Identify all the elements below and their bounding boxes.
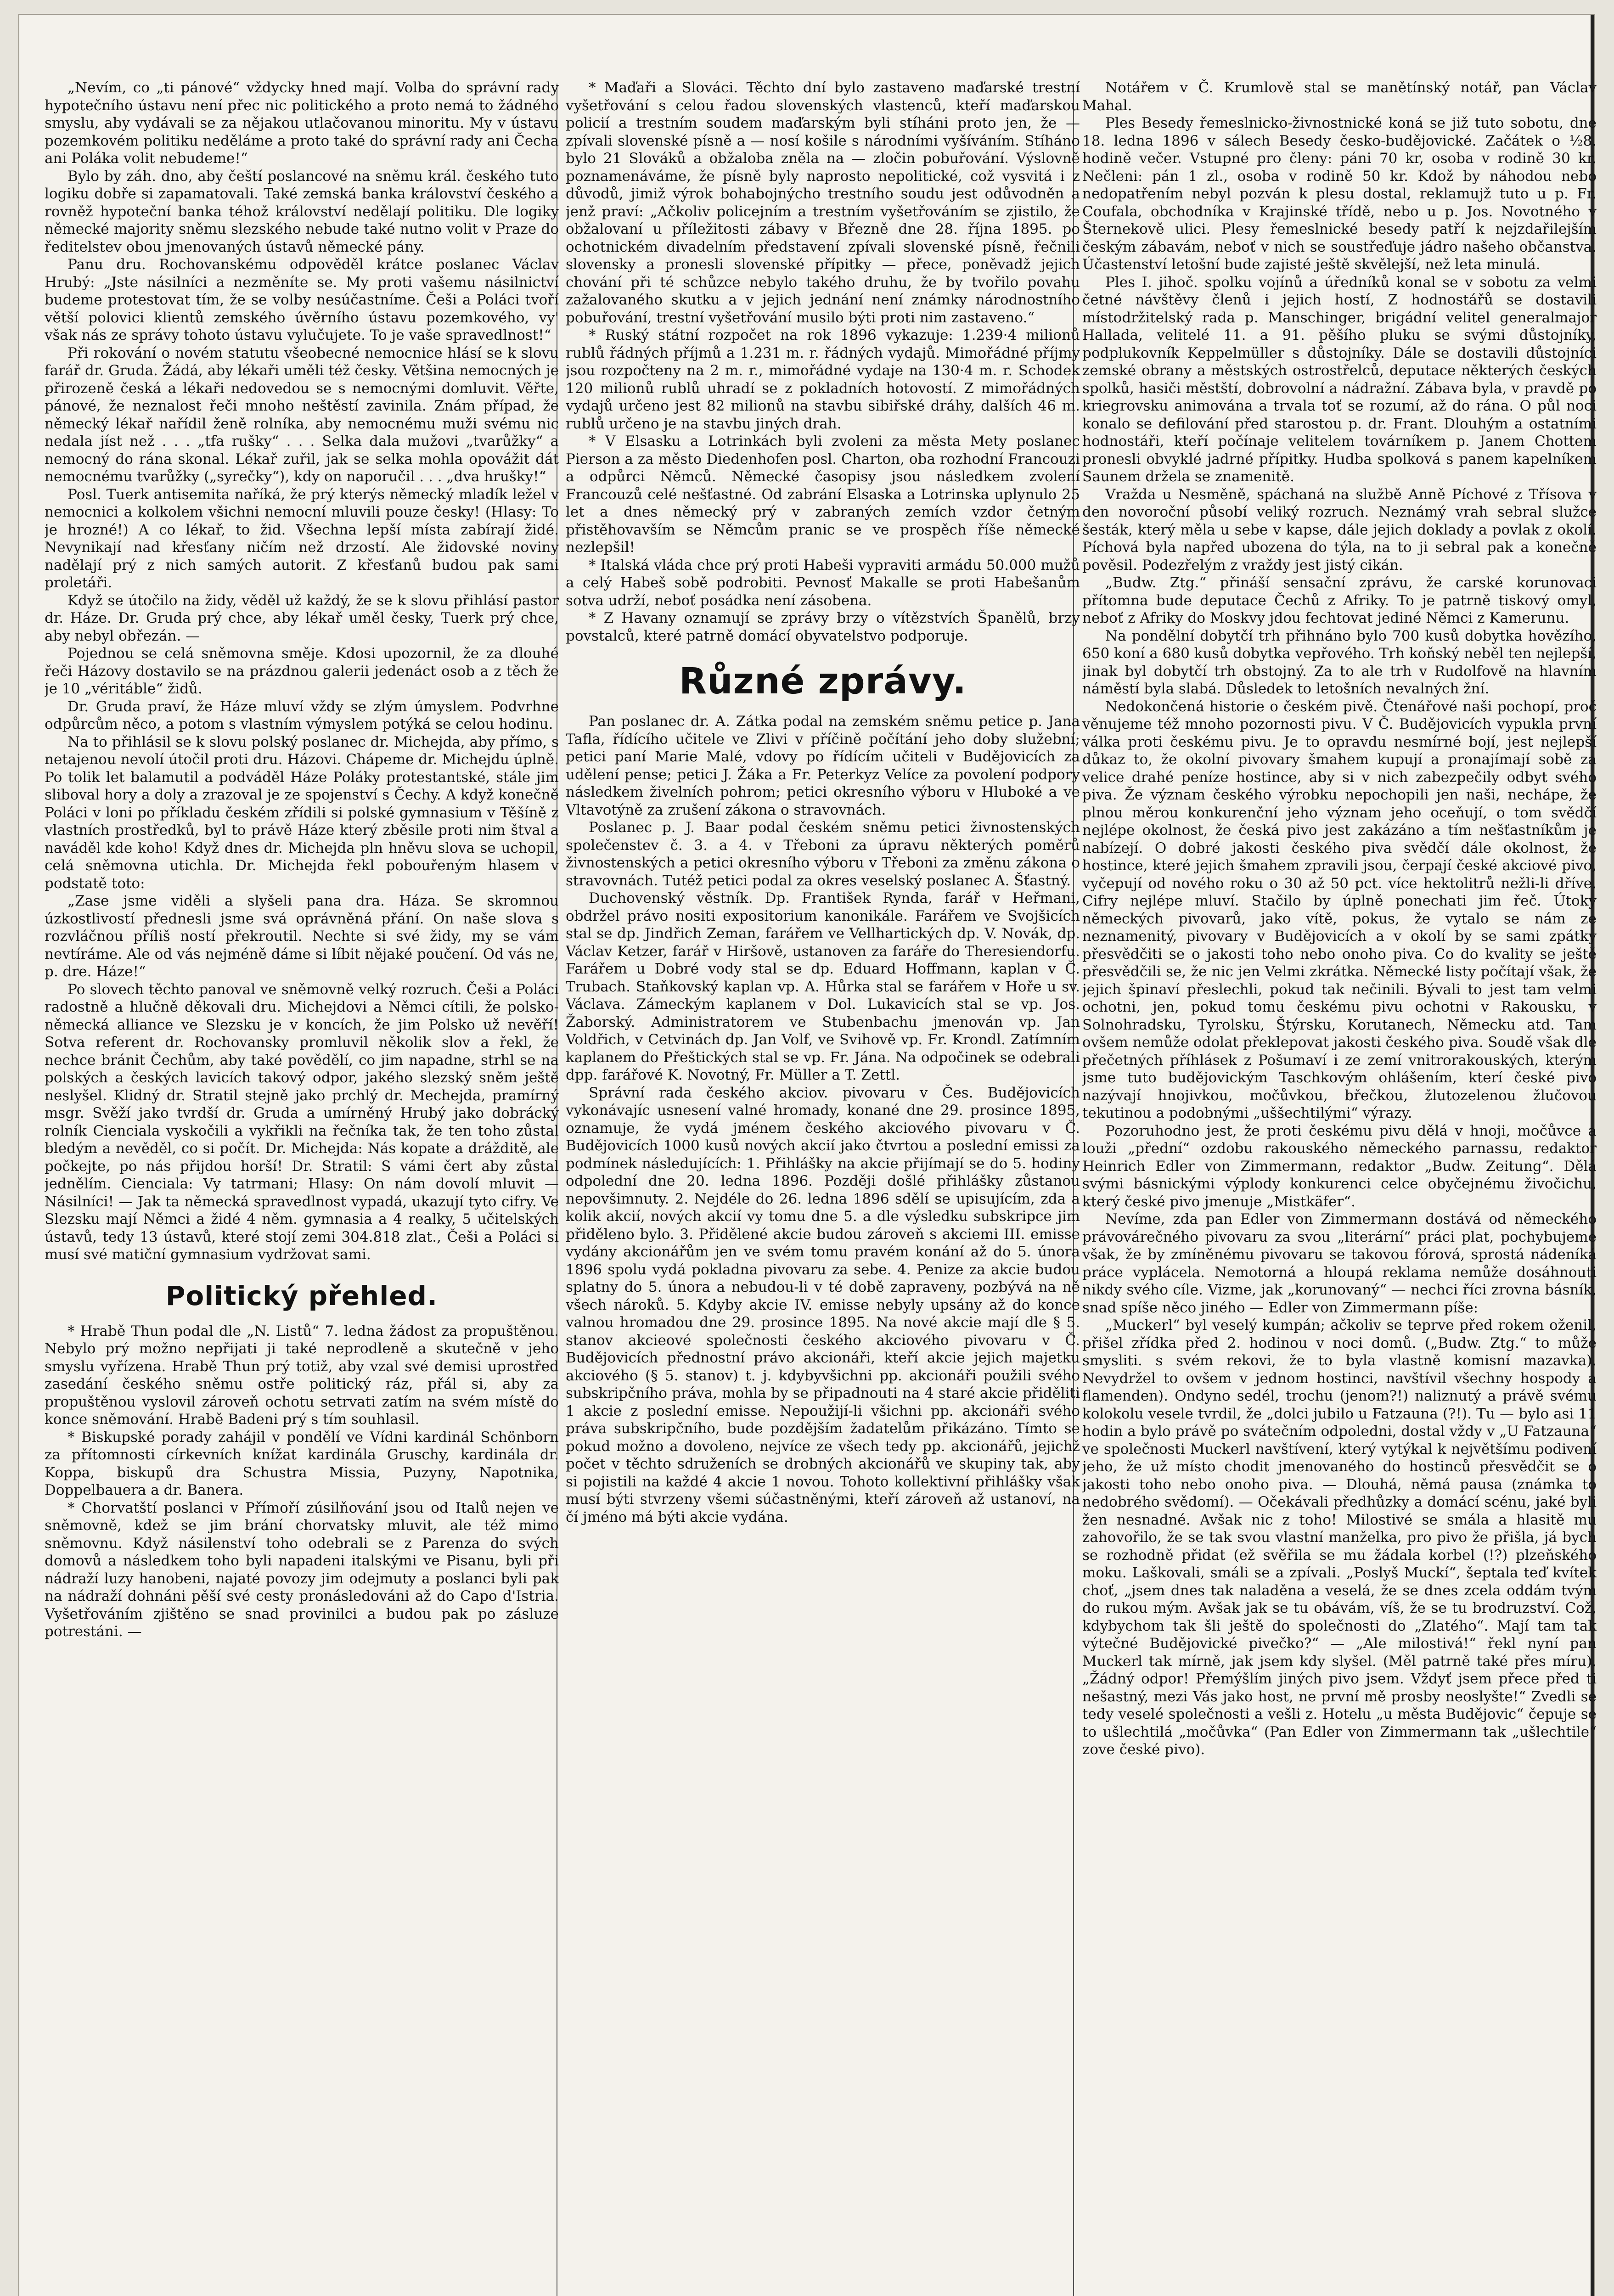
paragraph: „Nevím, co „ti pánové“ vždycky hned mají. Volba do správní rady hypotečního ústavu není přec nic politického a proto nemá to žádného smyslu, aby vydávali se za nějakou utlačovanou minoritu. My v ústavu pozemkovém politiku neděláme a proto také do správní rady ani Čecha ani Poláka volit nebudeme!“: [45, 79, 559, 167]
paragraph: * Maďaři a Slováci. Těchto dní bylo zastaveno maďarské trestní vyšetřování s celou řadou slovenských vlastenců, kteří maďarskou policií a trestním soudem maďarským byli stíháni proto jen, že — zpívali slovenské písně a — nosí košile s národními vyšíváním. Stíháno bylo 21 Slováků a obžaloba zněla na — zločin pobuřování. Výslovně poznamenáváme, že písně byly naprosto nepolitické, což vysvitá i z důvodů, jimiž výrok bohabojnýcho trestního soudu jest odůvodněn a jenž praví: „Ačkoliv policejním a trestním vyšetřováním se zjistilo, že obžalovaní u příležitosti zábavy v Březně dne 28. října 1895. po ochotnickém divadelním představení zpívali slovenské písně, řečnili slovensky a pronesli slovenské přípitky — přece, poněvadž jejich chování při té schůzce nebylo takého druhu, že by tvořilo povahu zažalovaného skutku a v jejich jednání není známky národnostního pobuřování, trestní vyšetřování musilo býti proti nim zastaveno.“: [566, 79, 1080, 326]
paragraph: Pan poslanec dr. A. Zátka podal na zemském sněmu petice p. Jana Tafla, řídícího učitele ve Zlivi v příčině počítání jeho doby služební; petici paní Marie Malé, vdovy po řídícím učiteli v Budějovicích za udělení pense; petici J. Žáka a Fr. Peterkyz Velíce za povolení podpory následkem živelních pohrom; petici okresního výboru v Hluboké a ve Vltavotýně za zrušení zákona o stravovnách.: [566, 713, 1080, 818]
paragraph: „Muckerl“ byl veselý kumpán; ačkoliv se teprve před rokem oženil, přišel zřídka před 2. hodinou v noci domů. („Budw. Ztg.“ to může smysliti. s svém rekovi, že to byla vlastně komisní mazavka). Nevydržel to ovšem v jednom hostinci, navštívil všechny hospody a flamenden). Ondyno sedél, trochu (jenom?!) naliznutý a právě svému kolokolu vesele tvrdil, že „dolci jubilo u Fatzauna (?!). Tu — bylo asi 11 hodin a bylo právě po svátečním odpoledni, dostal vždy v „U Fatzauna“ ve společnosti Muckerl navštívení, který vytýkal k největšímu podivení jeho, že už místo chodit jmenovaného do hostinců přesvědčit se o jakosti toho nebo onoho piva. — Dlouhá, němá pausa (známka to nedobrého svědomí). — Očekávali předhůzky a domácí scénu, jaké byli žen nesnadné. Avšak nic z toho! Milostivé se smála a hlasitě mu zahovořilo, že se tak svou vlastní manželka, pro pivo že přišla, já bych se rozhodně přidat (ež svěřila se mu žádala korbel (!?) plzeňského moku. Laškovali, smáli se a zpívali. „Poslyš Muckí“, šeptala teď kvítek choť, „jsem dnes tak naladěna a veselá, že se dnes zcela oddám tvým do rukou mým. Avšak jak se tu obávám, víš, že se tu brodruzství. Což, kdybychom tak šli ještě do společnosti do „Zlatého“. Mají tam tak výtečné Budějovické pivečko?“ — „Ale milostivá!“ řekl nyní pan Muckerl tak mírně, jak jsem kdy slyšel. (Měl patrně také přes míru). „Žádný odpor! Přemýšlím jiných pivo jsem. Vždyť jsem přece před ti nešastný, mezi Vás jako host, ne první mě prosby neoslyšte!“ Zvedli se tedy veselé společnosti a vešli z. Hotelu „u města Budějovic“ čepuje se to ušlechtilá „močůvka“ (Pan Edler von Zimmermann tak „ušlechtile“ zove české pivo).: [1082, 1317, 1597, 1758]
paragraph: „Zase jsme viděli a slyšeli pana dra. Háza. Se skromnou úzkostlivostí přednesli jsme svá oprávněná přání. On naše slova s rozvláčnou příliš ností překroutil. Nechte si své židy, my se vám nevtíráme. Ale od vás nejméně dáme si líbit nějaké poučení. Od vás ne, p. dre. Háze!“: [45, 893, 559, 980]
paragraph: Dr. Gruda praví, že Háze mluví vždy se zlým úmyslem. Podvrhne odpůrcům něco, a potom s vlastním výmyslem potýká se celou hodinu.: [45, 698, 559, 732]
paragraph: Poslanec p. J. Baar podal českém sněmu petici živnostenských společenstev č. 3. a 4. v Třeboni za úpravu některých poměrů živnostenských a petici okresního výboru v Třeboni za změnu zákona o stravovnách. Tutéž petici podal za okres veselský poslanec A. Šťastný.: [566, 819, 1080, 889]
paragraph: Správní rada českého akciov. pivovaru v Čes. Budějovicích vykonávajíc usnesení valné hromady, konané dne 29. prosince 1895, oznamuje, že vydá jménem českého akciového pivovaru v Č. Budějovicích 1000 kusů nových akcií jako čtvrtou a poslední emissi za podmínek následujících: 1. Přihlášky na akcie přijímají se do 5. hodiny odpolední dne 20. ledna 1896. Později došlé přihlášky zůstanou nepovšimnuty. 2. Nejdéle do 26. ledna 1896 sdělí se upisujícím, zda a kolik akcií, nových akcií vy tomu dne 5. a dle výsledku subskripce jim přiděleno bylo. 3. Přidělené akcie budou zároveň s akciemi III. emisse vydány akcionářům jen ve svém tomu pravém konání až do 5. února 1896 spolu vydá pokladna pivovaru za sebe. 4. Penize za akcie budou splatny do 5. února a nebudou-li v té době zapraveny, pozbývá na ně všech nároků. 5. Kdyby akcie IV. emisse nebyly upsány až do konce valnou hromadou dne 29. prosince 1895. Na nové akcie mají dle § 5. stanov akcieové společnosti českého akciového pivovaru v Č. Budějovicích přednostní právo akcionáři, kteří akcie jejich majetku akciového (§ 5. stanov) t. j. kdybyvšichni pp. akcionáři použili svého subskripčního práva, mohla by se připadnouti na 4 staré akcie přiděliti 1 akcie z poslední emisse. Nepoužijí-li všichni pp. akcionáři svého práva subskripčního, bude pozdějším žadatelům přikázáno. Tímto se pokud možno a dovoleno, nejvíce ze všech tedy pp. akcionářů, jejichž počet v těchto sdruženích se drobných akcionářů ve skupiny tak, aby si pojistili na každé 4 akcie 1 novou. Tohoto kollektivní přihlášky však musí býti stvrzeny všemi súčastněnými, kteří zároveň až ustanoví, na čí jméno má býti akcie vydána.: [566, 1084, 1080, 1525]
paragraph: Ples Besedy řemeslnicko-živnostnické koná se již tuto sobotu, dne 18. ledna 1896 v sálech Besedy česko-budějovické. Začátek o ½8. hodině večer. Vstupné pro členy: páni 70 kr, osoba v rodině 30 kr. Nečleni: pán 1 zl., osoba v rodině 50 kr. Kdož by náhodou nebo nedopatřením nebyl pozván k plesu dostal, reklamujž tuto u p. Fr. Coufala, obchodníka v Krajinské třídě, nebo u p. Jos. Novotného v Šternekově ulici. Plesy řemeslnické besedy patří k nejzdařilejším českým zábavám, neboť v nich se soustřeďuje jádro našeho občanstva. Účastenství letošní bude zajisté ještě skvělejší, než leta minulá.: [1082, 115, 1597, 273]
paragraph: * Z Havany oznamují se zprávy brzy o vítězstvích Španělů, brzy povstalců, které patrně domácí obyvatelstvo podporuje.: [566, 610, 1080, 644]
column-2: [566, 79, 1080, 2296]
paragraph: Pozoruhodno jest, že proti českému pivu dělá v hnoji, močůvce a louži „přední“ ozdobu rakouského německého parnassu, redaktor Heinrich Edler von Zimmermann, redaktor „Budw. Zeitung“. Dělá svými básnickými výplody konkurenci celce obyčejnému živočichu, který české pivo jmenuje „Mistkäfer“.: [1082, 1122, 1597, 1210]
paragraph: Panu dru. Rochovanskému odpověděl krátce poslanec Václav Hrubý: „Jste násilníci a nezměníte se. My proti vašemu násilnictví budeme protestovat tím, že se volby nesúčastníme. Češi a Poláci tvoří větší polovici klientů zemského úvěrního ústavu pozemkového, vy' však nás ze správy tohoto ústavu vylučujete. To je vaše spravedlnost!“: [45, 256, 559, 343]
paragraph: * Italská vláda chce prý proti Habeši vypraviti armádu 50.000 mužů a celý Habeš sobě podrobiti. Pevnosť Makalle se proti Habešanům sotva udrží, neboť posádka není zásobena.: [566, 557, 1080, 609]
paragraph: Posl. Tuerk antisemita naříká, že prý kterýs německý mladík ležel v nemocnici a kolkolem všichni nemocní mluvili pouze česky! (Hlasy: To je hrozné!) A co lékař, to žid. Všechna lepší místa zabírají židé. Nevynikají nad křesťany ničím než drzostí. Ale židovské noviny nadělají prý z nich samých autorit. Z křesťanů budou pak sami proletáři.: [45, 486, 559, 591]
paragraph: Nedokončená historie o českém pivě. Čtenářové naši pochopí, proč věnujeme též mnoho pozornosti pivu. V Č. Budějovicích vypukla první válka proti českému pivu. Je to opravdu nesmírné bojí, jest nejlepší důkaz to, že okolní pivovary šmahem kupují a pronajímají sobě za velice drahé peníze hostince, aby si v nich zabezpečily odbyt svého piva. Že význam českého výrobku nepochopili jen naši, nechápe, že plnou měrou konkurenční jeho význam jeho oceňují, o tom svědčí nejlépe okolnost, že česká pivo jest zakázáno a tím nešťastníkům je nabízejí. O dobré jakosti českého piva svědčí dále okolnost, že hostince, které jejich šmahem zpravili jsou, čerpají české akciové pivo, vyčepují od nového roku o 30 až 50 pct. více hektolitrů nežli-li dříve. Cifry nejlépe mluví. Stačilo by úplně ponechati jim řeč. Útoky německých pivovarů, jako vítě, pokus, že vytalo se nám ze neznamenitý, pivovary v Budějovicích a v okolí by se sami zpátky přesvědčiti se o jakosti toho nebo onoho piva. Co do kvality se ještě přesvědčili se, že nic jen Velmi zkrátka. Německé listy počítají však, že jejich špinaví přeslechli, pokud tak nečinili. Bývali to jest tam velmi ochotni, jen, pokud tomu českému pivu ochotni v Rakousku, v Solnohradsku, Tyrolsku, Štýrsku, Korutanech, Německu atd. Tam ovšem nemůže odolat překlepovat jakosti českého piva. Soudě však dle přečetných příhlásek z Pošumaví i ze zemí vnitrorakouských, kterým jsme tuto budějovickým Taschkovým ohlášením, kterí české pivo nazývají hnojivkou, močůvkou, břečkou, žlutozelenou žlučovou tekutinou a podobnými „uššechtilými“ výrazy.: [1082, 698, 1597, 1121]
section-title-politicky-prehled: Politický přehled.: [165, 1280, 438, 1311]
newspaper-page: [18, 14, 1595, 2296]
paragraph: Notářem v Č. Krumlově stal se manětínský notář, pan Václav Mahal.: [1082, 79, 1597, 114]
paragraph: Ples I. jihoč. spolku vojínů a úředníků konal se v sobotu za velmi četné návštěvy členů i jejich hostí, Z hodnostářů se dostavili místodržitelský rada p. Manschinger, brigádní velitel generalmajor Hallada, velitelé 11. a 91. pěšího pluku se svými důstojníky, podplukovník Keppelmüller s důstojníky. Dále se dostavili důstojníci zemské obrany a městských ostrostřelců, deputace některých českých spolků, hasiči městští, dobrovolní a nádražní. Zábava byla, v pravdě po kriegrovsku animována a trvala toť se rozumí, až do rána. O půl noci konalo se defilování před starostou p. dr. Frant. Dlouhým a ostatními hodnostáři, kteří počínaje velitelem továrníkem p. Janem Chottem pronesli obvyklé jadrné přípitky. Hudba spolková s panem kapelníkem Saunem držela se znamenitě.: [1082, 274, 1597, 485]
paragraph: Nevíme, zda pan Edler von Zimmermann dostává od německého právovárečného pivovaru za svou „literární“ práci plat, pochybujeme však, že by zmíněnému pivovaru se takovou fórová, sprostá nádeníká práce vyplácela. Nemotorná a hloupá reklama nemůže dosáhnouti nikdy svého cíle. Vizme, jak „korunovaný“ — nechci říci zrovna básník, snad spíše něco jiného — Edler von Zimmermann píše:: [1082, 1211, 1597, 1316]
paragraph: Na pondělní dobytčí trh přihnáno bylo 700 kusů dobytka hovězího, 650 koní a 680 kusů dobytka vepřového. Trh koňský neběl ten nejlepší, jinak byl dobytčí trh obstojný. Za to ale trh v Rudolfově na hlavním náměstí byla slabá. Důsledek to letošních nevalných žní.: [1082, 627, 1597, 697]
paragraph: * Biskupské porady zahájil v pondělí ve Vídni kardinál Schönborn za přítomnosti církevních knížat kardinála Gruschy, kardinála dr. Koppa, biskupů dra Schustra Missia, Puzyny, Napotnika, Doppelbauera a dr. Banera.: [45, 1429, 559, 1498]
paragraph: Při rokování o novém statutu všeobecné nemocnice hlásí se k slovu farář dr. Gruda. Žádá, aby lékaři uměli též česky. Většina nemocných je přirozeně česká a lékaři nedovedou se s nemocnými domluvit. Věřte, pánové, že neznalost řeči mnoho neštěstí zavinila. Znám případ, že německý lékař nařídil ženě rolníka, aby nemocnému muži svému nic nedala jíst než . . . „tfa rušky“ . . . Selka dala mužovi „tvarůžky“ a nemocný do rána skonal. Lékař zuřil, jak se selka mohla opovážit dát nemocnému tvarůžky („syrečky“), kdy on naporučil . . . „dva hrušky!“: [45, 344, 559, 485]
paragraph: * V Elsasku a Lotrinkách byli zvoleni za města Mety poslanec Pierson a za město Diedenhofen posl. Charton, oba rozhodní Francouzi a odpůrci Němců. Německé časopisy jsou následkem zvolení Francouzů celé nešťastné. Od zabrání Elsaska a Lotrinska uplynulo 25 let a dnes německý prý v zabraných zemích vzdor četným přistěhovavším se Němcům pranic se ve prospěch říše německé nezlepšil!: [566, 433, 1080, 556]
paragraph: Po slovech těchto panoval ve sněmovně velký rozruch. Češi a Poláci radostně a hlučně děkovali dru. Michejdovi a Němci cítili, že polsko-německá alliance ve Slezsku je v koncích, že jim Polsko už nevěří! Sotva referent dr. Rochovansky promluvil několik slov a řekl, že nechce bránit Čechům, aby také povědělí, co jim napadne, strhl se na polských a českých lavicích takový odpor, jakého slezský sněm ještě neslyšel. Klidný dr. Stratil stejně jako prchlý dr. Mechejda, pramírný msgr. Svěží jako tvrdší dr. Gruda a umírněný Hrubý jako dobrácký rolník Cienciala vyskočili a vykřikli na řečníka tak, že ten toho zůstal bledým a nevěděl, co si počít. Dr. Michejda: Nás kopate a drážditě, ale počkejte, po nás přijdou horší! Dr. Stratil: S vámi čert aby zůstal jednělím. Cienciala: Vy tatrmani; Hlasy: On nám dovolí mluvit — Násilníci! — Jak ta německá spravedlnost vypadá, ukazují tyto cifry. Ve Slezsku mají Němci a židé 4 něm. gymnasia a 4 realky, 5 učitelských ústavů, tedy 13 ústavů, které stojí zemi 304.818 zlat., Češi a Poláci si musí své matiční gymnasium vydržovat sami.: [45, 981, 559, 1263]
paragraph: * Hrabě Thun podal dle „N. Listů“ 7. ledna žádost za propuštěnou. Nebylo prý možno nepřijati ji také neprodleně a skutečně v jeho smyslu vyřízena. Hrabě Thun prý totiž, aby vzal své demisi uprostřed zasedání českého sněmu ostře politický ráz, přál si, aby za propuštěnou vyslovil zároveň ochotu setrvati zatím na svém místě do konce sněmování. Hrabě Badeni prý s tím souhlasil.: [45, 1322, 559, 1428]
section-title-ruzne-zpravy: Různé zprávy.: [679, 661, 967, 702]
paragraph: Pojednou se celá sněmovna směje. Kdosi upozornil, že za dlouhé řeči Házovy dostavilo se na prázdnou galerii jedenáct osob a z těch že je 10 „véritáble“ židů.: [45, 645, 559, 697]
paragraph: Když se útočilo na židy, věděl už každý, že se k slovu přihlásí pastor dr. Háze. Dr. Gruda prý chce, aby lékař uměl česky, Tuerk prý chce, aby nebyl obřezán. —: [45, 592, 559, 644]
paragraph: * Chorvatští poslanci v Přímoří zúsilňování jsou od Italů nejen ve sněmovně, kdež se jim brání chorvatsky mluvit, ale též mimo sněmovnu. Když násilenství toho odebrali se z Parenza do svých domovů a následkem toho byli napadeni italskými ve Pisanu, byli při nádraží luzy hanobeni, najaté povozy jim odejmuty a poslanci byli pak na nádraží dohnáni pěší své cesty pronásledováni až do Capo d'Istria. Vyšetřováním zjištěno se snad provinilci a budou pak po zásluze potrestáni. —: [45, 1499, 559, 1640]
paragraph: Na to přihlásil se k slovu polský poslanec dr. Michejda, aby přímo, s netajenou nevolí útočil proti dru. Házovi. Chápeme dr. Michejdu úplně. Po tolik let balamutil a podváděl Háze Poláky protestantské, stále jim sliboval hory a doly a zrazoval je ze spojenství s Čechy. A když konečně Poláci v loni po příkladu českém zřídili si polské gymnasium v Těšíně z vlastních prostředků, byl to právě Háze který zběsile proti nim štval a naváděl kde koho! Když dnes dr. Michejda pln hněvu slova se uchopil, celá sněmovna utichla. Dr. Michejda řekl pobouřeným hlasem v podstatě toto:: [45, 733, 559, 892]
column-3: [1082, 79, 1597, 2296]
paragraph: Duchovenský věstník. Dp. František Rynda, farář v Heřmani, obdržel právo nositi expositorium kanonikále. Farářem ve Svojšicích stal se dp. Jindřich Zeman, farářem ve Vellhartických dp. V. Novák, dp. Václav Ketzer, farář v Hiršově, ustanoven za faráře do Theresiendorfu. Farářem u Dobré vody stal se dp. Eduard Hoffmann, kaplan v Č. Trubach. Staňkovský kaplan vp. A. Hůrka stal se farářem v Hoře u sv. Václava. Zámeckým kaplanem v Dol. Lukavicích stal se vp. Jos. Žaborský. Administratorem ve Stubenbachu jmenován vp. Jan Voldřich, v Cetvinách dp. Jan Volf, ve Svihově vp. Fr. Krondl. Zatímním kaplanem do Přeštických stal se vp. Fr. Jána. Na odpočinek se odebrali dpp. farářové K. Novotný, Fr. Müller a T. Zettl.: [566, 890, 1080, 1083]
paragraph: Bylo by záh. dno, aby čeští poslancové na sněmu král. českého tuto logiku dobře si zapamatovali. Také zemská banka království českého a rovněž hypoteční banka téhož království nedělají politiku. Dle logiky německé majority sněmu slezského nebude také nutno volit v Praze do ředitelstev obou jmenovaných ústavů německé pány.: [45, 168, 559, 255]
paragraph: * Ruský státní rozpočet na rok 1896 vykazuje: 1.239·4 milionů rublů řádných příjmů a 1.231 m. r. řádných vydajů. Mimořádné příjmy jsou rozpočteny na 2 m. r., mimořádné vydaje na 130·4 m. r. Schodek 120 milionů rublů uhradí se z pokladních hotovostí. Z mimořádných vydajů určeno jest 82 milionů na stavbu sibiřské dráhy, dalších 46 m. rublů určeno je na stavbu jiných drah.: [566, 327, 1080, 432]
paragraph: Vražda u Nesměně, spáchaná na službě Anně Píchové z Třísova v den novoroční působí veliký rozruch. Neznámý vrah sebral služce šesták, který měla u sebe v kapse, dále jejich doklady a povlak z okolí. Píchová byla napřed ubozena do týla, na to ji sebral pak a konečně pověsil. Podezřelým z vraždy jest jistý cikán.: [1082, 486, 1597, 574]
paragraph: „Budw. Ztg.“ přináší sensační zprávu, že carské korunovaci přítomna bude deputace Čechů z Afriky. To je patrně tiskový omyl, neboť z Afriky do Moskvy jdou fechtovat jediné Němci z Kamerunu.: [1082, 574, 1597, 626]
column-1: [45, 79, 559, 2296]
